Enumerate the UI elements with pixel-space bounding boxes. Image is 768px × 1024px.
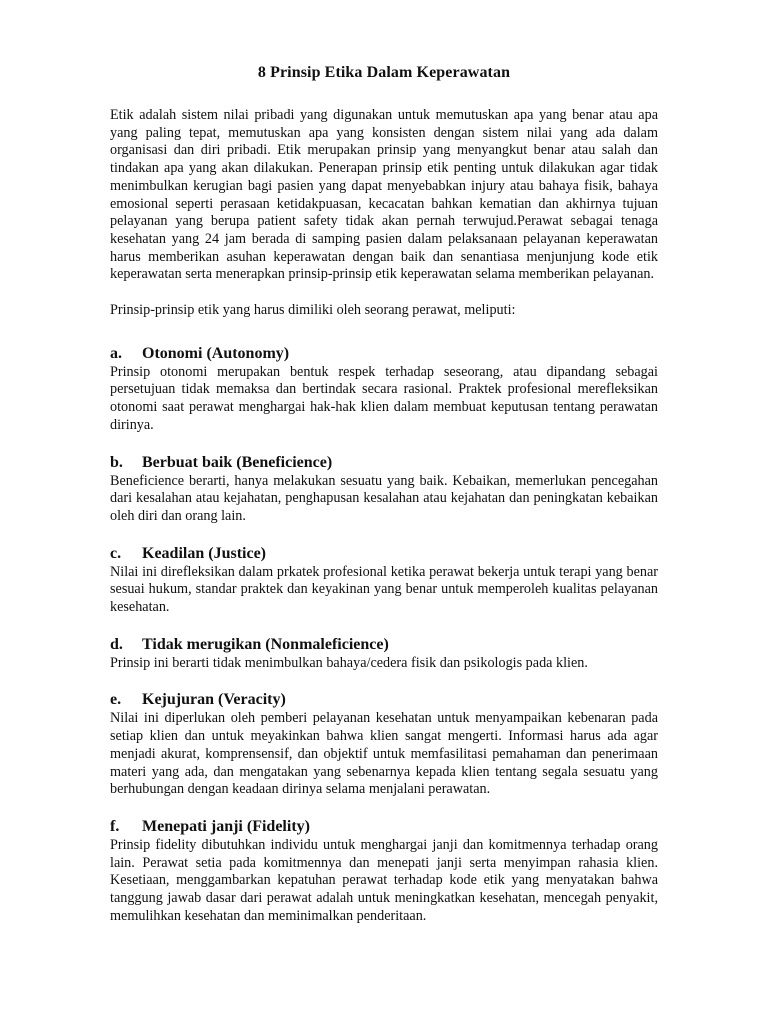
section-letter: d. [110,635,123,653]
section-otonomi [110,345,658,435]
section-title: Berbuat baik (Beneficience) [142,453,333,471]
lead-paragraph: Prinsip-prinsip etik yang harus dimiliki oleh seorang perawat, meliputi: [110,302,516,319]
section-heading [110,454,658,472]
section-letter: b. [110,453,123,471]
section-heading [110,636,658,654]
section-body: Beneficience berarti, hanya melakukan sesuatu yang baik. Kebaikan, memerlukan pencegahan dari kesalahan atau kejahatan, penghapusan kesalahan atau kejahatan dan peningkatan kebaikan oleh diri dan orang lain. [110,472,658,524]
section-letter: f. [110,817,120,835]
document-title: 8 Prinsip Etika Dalam Keperawatan [257,64,511,81]
intro-paragraph: Etik adalah sistem nilai pribadi yang digunakan untuk memutuskan apa yang benar atau apa yang paling tepat, memutuskan apa yang konsisten dengan sistem nilai yang ada dalam organisasi dan diri pribadi. Etik merupakan prinsip yang menyangkut benar atau salah dan tindakan apa yang akan dilakukan. Penerapan prinsip etik penting untuk dilakukan agar tidak menimbulkan kerugian bagi pasien yang dapat menyebabkan injury atau bahaya fisik, bahaya emosional seperti perasaan ketidakpuasan, kecacatan bahkan kematian dan akhirnya tujuan pelayanan yang berupa patient safety tidak akan pernah terwujud.Perawat sebagai tenaga kesehatan yang 24 jam berada di samping pasien dalam pelaksanaan pelayanan keperawatan harus memberikan asuhan keperawatan dengan baik dan senantiasa menjunjung kode etik keperawatan serta menerapkan prinsip-prinsip etik keperawatan selama memberikan pelayanan. [110,107,658,283]
section-title: Kejujuran (Veracity) [142,691,286,709]
section-kejujuran [110,691,658,799]
section-body: Nilai ini diperlukan oleh pemberi pelayanan kesehatan untuk menyampaikan kebenaran pada setiap klien dan untuk meyakinkan bahwa klien sangat mengerti. Informasi harus ada agar menjadi akurat, komprensensif, dan objektif untuk memfasilitasi pemahaman dan penerimaan materi yang ada, dan mengatakan yang sebenarnya kepada klien tentang segala sesuatu yang berhubungan dengan keadaan dirinya selama menjalani perawatan. [110,710,658,798]
section-heading [110,818,658,836]
section-title: Otonomi (Autonomy) [142,344,290,362]
section-heading [110,545,658,563]
section-tidak-merugikan [110,636,658,673]
section-title: Menepati janji (Fidelity) [142,817,310,835]
section-title: Keadilan (Justice) [142,544,266,562]
section-title: Tidak merugikan (Nonmaleficience) [142,635,389,653]
section-letter: c. [110,544,122,562]
section-body: Prinsip otonomi merupakan bentuk respek terhadap seseorang, atau dipandang sebagai persetujuan tidak memaksa dan bertindak secara rasional. Praktek profesional merefleksikan otonomi saat perawat menghargai hak-hak klien dalam membuat keputusan tentang perawatan dirinya. [110,363,658,433]
section-body: Prinsip fidelity dibutuhkan individu untuk menghargai janji dan komitmennya terhadap orang lain. Perawat setia pada komitmennya dan menepati janji serta menyimpan rahasia klien. Kesetiaan, menggambarkan kepatuhan perawat terhadap kode etik yang menyatakan bahwa tanggung jawab dasar dari perawat adalah untuk meningkatkan kesehatan, mencegah penyakit, memulihkan kesehatan dan meminimalkan penderitaan. [110,836,658,924]
section-body: Nilai ini direfleksikan dalam prkatek profesional ketika perawat bekerja untuk terapi yang benar sesuai hukum, standar praktek dan keyakinan yang benar untuk memperoleh kualitas pelayanan kesehatan. [110,563,658,616]
section-letter: e. [110,691,122,709]
section-heading [110,345,658,363]
section-berbuat-baik [110,454,658,526]
section-heading [110,691,658,709]
section-letter: a. [110,344,122,362]
section-menepati-janji [110,818,658,926]
section-body: Prinsip ini berarti tidak menimbulkan bahaya/cedera fisik dan psikologis pada klien. [110,654,588,671]
section-keadilan [110,545,658,617]
